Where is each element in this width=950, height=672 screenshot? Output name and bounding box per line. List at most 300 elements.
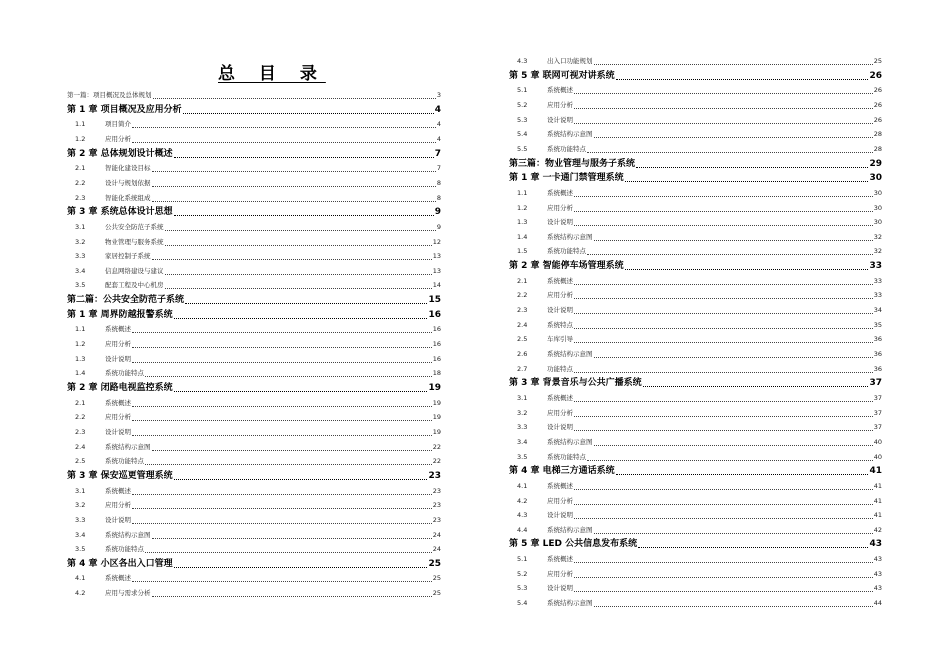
- dot-leader: [132, 420, 432, 421]
- toc-entry[interactable]: [67, 543, 441, 555]
- toc-entry[interactable]: [67, 89, 441, 101]
- toc-entry[interactable]: [509, 55, 882, 67]
- toc-entry-label: [509, 84, 573, 96]
- toc-entry-text: 第 2 章 智能停车场管理系统: [509, 261, 624, 272]
- toc-entry[interactable]: [67, 206, 441, 218]
- toc-entry-label: [67, 148, 173, 160]
- toc-entry-page: 19: [432, 413, 441, 422]
- toc-entry-label: [67, 177, 151, 189]
- toc-entry[interactable]: [509, 70, 882, 82]
- toc-entry-label: [67, 265, 164, 277]
- toc-entry-label: [509, 55, 593, 67]
- toc-entry-label: [67, 250, 151, 262]
- toc-entry[interactable]: [509, 421, 882, 433]
- toc-entry-label: [67, 470, 173, 482]
- toc-title: 总 目 录: [218, 64, 326, 84]
- toc-entry[interactable]: [509, 568, 882, 580]
- dot-leader: [574, 401, 873, 402]
- toc-entry[interactable]: [509, 187, 882, 199]
- toc-entry-page: 25: [428, 558, 441, 569]
- toc-entry-label: [67, 411, 131, 423]
- toc-entry-label: [509, 524, 593, 536]
- toc-entry-page: 13: [432, 252, 441, 261]
- toc-entry-text: 系统结构示意图: [105, 442, 151, 451]
- toc-entry-page: 22: [432, 457, 441, 466]
- toc-entry-label: [509, 275, 573, 287]
- toc-entry-text: 系统概述: [547, 555, 573, 564]
- toc-entry[interactable]: [509, 392, 882, 404]
- toc-entry-label: [67, 104, 182, 116]
- dot-leader: [574, 93, 873, 94]
- dot-leader: [132, 347, 432, 348]
- toc-entry[interactable]: [509, 216, 882, 228]
- toc-entry-number: 2.3: [75, 427, 86, 436]
- toc-entry-label: [67, 441, 151, 453]
- toc-entry-text: 第三篇：物业管理与服务子系统: [509, 158, 636, 169]
- toc-entry-text: 智能化系统组成: [105, 193, 151, 202]
- dot-leader: [152, 171, 436, 172]
- toc-entry-number: 2.6: [517, 350, 528, 358]
- toc-entry-page: 24: [432, 530, 441, 539]
- toc-entry-text: 设计说明: [105, 515, 131, 524]
- toc-entry-number: 2.2: [75, 178, 86, 187]
- toc-entry-number: 5.3: [517, 584, 528, 593]
- dot-leader: [574, 504, 873, 505]
- toc-entry-number: 3.2: [517, 408, 528, 417]
- toc-entry[interactable]: [67, 382, 441, 394]
- toc-entry[interactable]: [509, 143, 882, 155]
- toc-entry[interactable]: [67, 353, 441, 365]
- toc-entry[interactable]: [509, 495, 882, 507]
- toc-entry-page: 43: [873, 584, 882, 593]
- dot-leader: [587, 152, 873, 153]
- toc-entry-text: 系统结构示意图: [547, 130, 593, 139]
- toc-entry-page: 15: [428, 295, 441, 306]
- dot-leader: [594, 240, 873, 241]
- toc-entry[interactable]: [509, 114, 882, 126]
- toc-entry-label: [509, 333, 573, 345]
- toc-entry[interactable]: [509, 509, 882, 521]
- toc-entry-page: 3: [436, 91, 441, 99]
- toc-entry-page: 43: [869, 539, 882, 550]
- toc-entry-number: 5.3: [517, 115, 528, 124]
- toc-entry-label: [67, 118, 131, 130]
- toc-entry-number: 4.1: [517, 481, 528, 490]
- dot-leader: [574, 108, 873, 109]
- toc-entry[interactable]: [509, 84, 882, 96]
- toc-entry-label: [67, 514, 131, 526]
- toc-entry-text: 系统结构示意图: [547, 350, 593, 358]
- toc-entry-label: [67, 426, 131, 438]
- toc-entry-page: 35: [873, 320, 882, 329]
- dot-leader: [132, 127, 436, 128]
- toc-entry[interactable]: [509, 407, 882, 419]
- toc-entry-number: 5.1: [517, 555, 528, 564]
- toc-entry-text: 第二篇：公共安全防范子系统: [67, 295, 185, 306]
- toc-entry-text: 功能特点: [547, 364, 573, 373]
- toc-entry-label: [67, 162, 151, 174]
- toc-entry-number: 3.1: [517, 393, 528, 402]
- toc-entry[interactable]: [509, 377, 882, 389]
- toc-entry-page: 42: [873, 525, 882, 534]
- toc-entry-label: [509, 582, 573, 594]
- dot-leader: [174, 391, 428, 392]
- toc-entry-number: 3.5: [75, 281, 86, 290]
- toc-entry[interactable]: [67, 572, 441, 584]
- toc-entry[interactable]: [509, 465, 882, 477]
- toc-entry-number: 1.4: [517, 232, 528, 241]
- toc-entry-text: 应用分析: [547, 203, 573, 212]
- dot-leader: [132, 142, 436, 143]
- toc-entry-page: 44: [873, 599, 882, 608]
- toc-entry-label: [509, 495, 573, 507]
- toc-entry-label: [67, 529, 151, 541]
- dot-leader: [132, 581, 432, 582]
- dot-leader: [574, 284, 873, 285]
- dot-leader: [594, 357, 873, 358]
- toc-entry-text: 设计与规划依据: [105, 178, 151, 187]
- toc-entry-page: 26: [873, 115, 882, 124]
- dot-leader: [152, 186, 436, 187]
- toc-entry-text: 设计说明: [105, 354, 131, 363]
- dot-leader: [574, 313, 873, 314]
- toc-entry-number: 2.2: [75, 413, 86, 422]
- toc-entry-label: [67, 572, 131, 584]
- toc-entry[interactable]: [509, 553, 882, 565]
- toc-entry-page: 26: [873, 86, 882, 95]
- toc-entry[interactable]: [67, 514, 441, 526]
- toc-entry[interactable]: [67, 279, 441, 291]
- toc-entry-label: [67, 133, 131, 145]
- toc-entry-page: 41: [873, 496, 882, 505]
- toc-entry-label: [67, 279, 164, 291]
- toc-entry[interactable]: [509, 451, 882, 463]
- toc-entry-label: [509, 319, 573, 331]
- toc-entry-label: [67, 353, 131, 365]
- toc-entry[interactable]: [67, 397, 441, 409]
- toc-entry-number: 3.5: [75, 545, 86, 554]
- toc-entry-text: 设计说明: [547, 306, 573, 315]
- toc-entry[interactable]: [509, 348, 882, 360]
- toc-entry-number: 1.3: [75, 354, 86, 363]
- toc-entry[interactable]: [509, 260, 882, 272]
- toc-entry-number: 3.3: [75, 515, 86, 524]
- toc-entry-number: 3.4: [75, 266, 86, 275]
- toc-entry-label: [509, 231, 593, 243]
- toc-entry[interactable]: [67, 177, 441, 189]
- toc-entry-page: 28: [873, 144, 882, 153]
- toc-entry-label: [67, 543, 144, 555]
- toc-entry-number: 2.2: [517, 291, 528, 300]
- toc-entry-page: 9: [436, 222, 441, 231]
- toc-entry[interactable]: [509, 480, 882, 492]
- toc-entry-text: 系统概述: [547, 188, 573, 197]
- toc-entry-label: [67, 192, 151, 204]
- toc-entry-label: [509, 407, 573, 419]
- toc-entry-page: 23: [432, 486, 441, 495]
- toc-entry-number: 1.1: [75, 120, 86, 129]
- dot-leader: [574, 518, 873, 519]
- toc-entry-label: [509, 553, 573, 565]
- toc-entry-number: 3.3: [517, 423, 528, 432]
- toc-entry-page: 41: [873, 481, 882, 490]
- toc-entry-label: [509, 70, 615, 82]
- dot-leader: [574, 196, 873, 197]
- toc-entry-label: [509, 421, 573, 433]
- dot-leader: [638, 547, 868, 548]
- dot-leader: [152, 450, 432, 451]
- dot-leader: [625, 269, 869, 270]
- toc-entry[interactable]: [509, 582, 882, 594]
- toc-entry-number: 1.4: [75, 369, 86, 378]
- toc-entry-page: 33: [869, 261, 882, 272]
- toc-entry[interactable]: [509, 597, 882, 609]
- toc-entry[interactable]: [509, 231, 882, 243]
- toc-entry-number: 2.1: [75, 398, 86, 407]
- dot-leader: [574, 591, 873, 592]
- toc-entry-label: [509, 143, 586, 155]
- toc-entry-text: 智能化建设目标: [105, 164, 151, 173]
- toc-entry-number: 5.4: [517, 599, 528, 608]
- toc-entry[interactable]: [67, 529, 441, 541]
- toc-entry-text: 系统功能特点: [547, 452, 586, 461]
- toc-entry-number: 3.4: [517, 437, 528, 446]
- toc-entry-label: [67, 236, 164, 248]
- dot-leader: [145, 464, 432, 465]
- toc-entry[interactable]: [67, 192, 441, 204]
- toc-entry-page: 23: [428, 470, 441, 481]
- toc-entry-text: 系统功能特点: [547, 247, 586, 256]
- dot-leader: [165, 288, 432, 289]
- toc-entry[interactable]: [67, 118, 441, 130]
- toc-entry-page: 4: [434, 104, 441, 115]
- toc-entry-page: 41: [869, 466, 882, 477]
- toc-entry-label: [67, 367, 144, 379]
- toc-entry[interactable]: [67, 265, 441, 277]
- dot-leader: [616, 474, 869, 475]
- toc-entry-label: [509, 260, 624, 272]
- toc-entry[interactable]: [509, 158, 882, 170]
- toc-entry-text: 第一篇：项目概况及总体规划: [67, 91, 152, 99]
- toc-entry-page: 43: [873, 569, 882, 578]
- toc-entry[interactable]: [67, 441, 441, 453]
- toc-entry[interactable]: [509, 436, 882, 448]
- dot-leader: [152, 259, 432, 260]
- dot-leader: [574, 342, 873, 343]
- toc-entry[interactable]: [509, 289, 882, 301]
- toc-entry-text: 系统概述: [547, 276, 573, 285]
- toc-entry[interactable]: [509, 524, 882, 536]
- toc-entry-text: 设计说明: [105, 427, 131, 436]
- toc-entry-label: [509, 597, 593, 609]
- toc-entry-number: 5.2: [517, 100, 528, 109]
- toc-entry-label: [509, 245, 586, 257]
- toc-entry-page: 40: [873, 437, 882, 446]
- toc-entry-page: 25: [432, 574, 441, 583]
- toc-entry[interactable]: [67, 455, 441, 467]
- toc-entry-text: 应用分析: [547, 408, 573, 417]
- toc-entry-text: 设计说明: [547, 115, 573, 124]
- toc-entry-number: 2.1: [75, 164, 86, 173]
- toc-entry-label: [67, 309, 173, 321]
- toc-entry[interactable]: [67, 367, 441, 379]
- toc-entry[interactable]: [67, 426, 441, 438]
- toc-entry-text: 家居控制子系统: [105, 252, 151, 261]
- toc-entry-label: [509, 289, 573, 301]
- toc-entry[interactable]: [509, 128, 882, 140]
- toc-entry-page: 33: [873, 291, 882, 300]
- toc-entry-text: 系统特点: [547, 320, 573, 329]
- toc-entry-number: 1.1: [517, 188, 528, 197]
- toc-entry[interactable]: [67, 587, 441, 599]
- toc-entry-page: 7: [434, 148, 441, 159]
- dot-leader: [165, 274, 432, 275]
- toc-entry-page: 16: [432, 340, 441, 349]
- dot-leader: [185, 303, 427, 304]
- toc-entry-label: [509, 187, 573, 199]
- toc-entry-page: 23: [432, 501, 441, 510]
- toc-entry[interactable]: [509, 363, 882, 375]
- toc-entry-page: 13: [432, 266, 441, 275]
- toc-entry-label: [509, 304, 573, 316]
- toc-entry-text: 应用与需求分析: [105, 589, 151, 598]
- dot-leader: [132, 523, 432, 524]
- toc-entry-page: 40: [873, 452, 882, 461]
- toc-entry[interactable]: [67, 485, 441, 497]
- toc-entry[interactable]: [67, 250, 441, 262]
- toc-entry[interactable]: [509, 99, 882, 111]
- toc-entry-text: 系统结构示意图: [547, 525, 593, 534]
- toc-entry[interactable]: [67, 558, 441, 570]
- toc-entry[interactable]: [509, 245, 882, 257]
- dot-leader: [145, 376, 432, 377]
- toc-entry[interactable]: [509, 319, 882, 331]
- toc-entry-page: 29: [869, 158, 882, 169]
- toc-entry-page: 25: [873, 57, 882, 65]
- toc-entry-page: 19: [432, 398, 441, 407]
- dot-leader: [594, 137, 873, 138]
- toc-entry[interactable]: [67, 133, 441, 145]
- toc-entry[interactable]: [67, 294, 441, 306]
- toc-entry[interactable]: [67, 236, 441, 248]
- toc-entry-text: 第 1 章 一卡通门禁管理系统: [509, 173, 624, 184]
- toc-entry-label: [67, 499, 131, 511]
- toc-entry-number: 3.3: [75, 252, 86, 261]
- toc-entry-label: [509, 128, 593, 140]
- toc-entry-number: 2.5: [517, 335, 528, 344]
- toc-entry[interactable]: [509, 304, 882, 316]
- toc-entry[interactable]: [67, 162, 441, 174]
- toc-entry-text: 系统功能特点: [105, 369, 144, 378]
- toc-entry[interactable]: [67, 411, 441, 423]
- dot-leader: [574, 577, 873, 578]
- toc-entry[interactable]: [509, 275, 882, 287]
- toc-entry-label: [67, 323, 131, 335]
- toc-entry-text: 第 5 章 LED 公共信息发布系统: [509, 539, 638, 550]
- toc-entry-number: 4.3: [517, 57, 528, 65]
- toc-entry-text: 应用分析: [547, 100, 573, 109]
- toc-entry[interactable]: [67, 323, 441, 335]
- toc-entry-number: 2.3: [517, 306, 528, 315]
- dot-leader: [587, 254, 873, 255]
- toc-entry-label: [67, 485, 131, 497]
- toc-entry-page: 14: [432, 281, 441, 290]
- toc-entry-text: 系统概述: [547, 393, 573, 402]
- toc-entry-text: 应用分析: [105, 501, 131, 510]
- toc-entry[interactable]: [509, 333, 882, 345]
- toc-entry-label: [509, 158, 635, 170]
- toc-entry-page: 34: [873, 306, 882, 315]
- dot-leader: [574, 225, 873, 226]
- toc-entry[interactable]: [509, 538, 882, 550]
- toc-entry-text: 设计说明: [547, 423, 573, 432]
- toc-entry-label: [67, 455, 144, 467]
- toc-entry-text: 项目简介: [105, 120, 131, 129]
- dot-leader: [132, 508, 432, 509]
- toc-entry-page: 37: [873, 423, 882, 432]
- toc-entry-text: 第 3 章 背景音乐与公共广播系统: [509, 378, 642, 389]
- toc-entry[interactable]: [67, 309, 441, 321]
- toc-entry[interactable]: [509, 172, 882, 184]
- dot-leader: [183, 113, 434, 114]
- toc-entry-page: 36: [873, 364, 882, 373]
- toc-entry-number: 5.5: [517, 144, 528, 153]
- toc-entry[interactable]: [67, 221, 441, 233]
- toc-entry-label: [509, 480, 573, 492]
- toc-entry-text: 设计说明: [547, 218, 573, 227]
- toc-entry[interactable]: [67, 104, 441, 116]
- toc-entry-label: [67, 338, 131, 350]
- toc-entry[interactable]: [67, 148, 441, 160]
- toc-entry-text: 第 4 章 小区各出入口管理: [67, 558, 173, 569]
- toc-entry-text: 第 1 章 周界防越报警系统: [67, 309, 173, 320]
- toc-entry-text: 系统结构示意图: [547, 437, 593, 446]
- toc-entry-page: 32: [873, 247, 882, 256]
- toc-entry-label: [67, 221, 164, 233]
- toc-entry-number: 2.1: [517, 276, 528, 285]
- dot-leader: [165, 230, 436, 231]
- dot-leader: [594, 606, 873, 607]
- toc-entry[interactable]: [67, 499, 441, 511]
- toc-entry-number: 3.4: [75, 530, 86, 539]
- toc-entry-text: 系统功能特点: [105, 457, 144, 466]
- dot-leader: [574, 430, 873, 431]
- toc-entry-page: 23: [432, 515, 441, 524]
- toc-entry-text: 车库引导: [547, 335, 573, 344]
- toc-entry[interactable]: [509, 202, 882, 214]
- toc-entry[interactable]: [67, 338, 441, 350]
- dot-leader: [574, 123, 873, 124]
- toc-entry-text: 第 2 章 总体规划设计概述: [67, 148, 173, 159]
- toc-entry-text: 应用分析: [547, 569, 573, 578]
- dot-leader: [587, 460, 873, 461]
- toc-entry-page: 9: [434, 207, 441, 218]
- toc-entry-text: 系统结构示意图: [105, 530, 151, 539]
- dot-leader: [574, 416, 873, 417]
- toc-entry-number: 3.2: [75, 501, 86, 510]
- toc-entry-label: [509, 363, 573, 375]
- toc-entry[interactable]: [67, 470, 441, 482]
- dot-leader: [574, 211, 873, 212]
- toc-entry-label: [509, 377, 642, 389]
- toc-entry-page: 36: [873, 350, 882, 358]
- toc-entry-text: 系统概述: [105, 398, 131, 407]
- toc-entry-number: 1.5: [517, 247, 528, 256]
- toc-entry-text: 第 3 章 保安巡更管理系统: [67, 470, 173, 481]
- toc-entry-number: 5.2: [517, 569, 528, 578]
- toc-entry-label: [509, 436, 593, 448]
- toc-entry-label: [509, 216, 573, 228]
